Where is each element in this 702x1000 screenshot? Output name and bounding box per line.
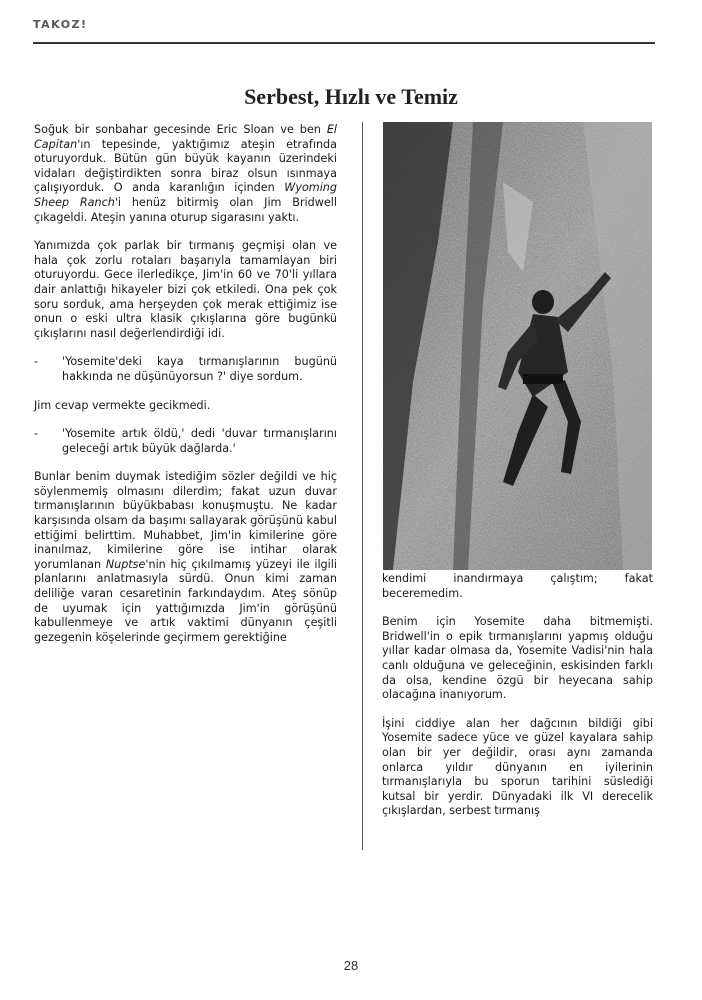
right-column (382, 572, 653, 833)
paragraph: Benim için Yosemite daha bitmemişti. Bridwell'in o epik tırmanışlarını yapmış olduğu yıllar kadar olmasa da, Yosemite Vadisi'nin hala canlı olduğuna ve geleceğinin, eskisinden farklı da olsa, kendine özgü bir heyecana sahip olacağına inanıyorum. (382, 615, 653, 702)
quote-text: 'Yosemite'deki kaya tırmanışlarının bugünü hakkında ne düşünüyorsun ?' diye sordum. (62, 355, 337, 383)
column-divider (362, 122, 363, 850)
paragraph: İşini ciddiye alan her dağcının bildiği gibi Yosemite sadece yüce ve güzel kayalara sahip olan bir yer değildir, orası aynı zamanda onlarca yıldır dünyanın en iyilerinin tırmanışlarıyla bu sporun tarihini süslediği kutsal bir yerdir. Dünyadaki ilk VI derecelik çıkışlardan, serbest tırmanış (382, 716, 653, 818)
paragraph: Bunlar benim duymak istediğim sözler değildi ve hiç söylenmemiş olmasını dilerdim; fakat uzun duvar tırmanışlarının büyükbabası konuşmuştu. Ne kadar karşısında olsam da başımı sallayarak görüşünü kabul ettiğimi belirttim. Muhabbet, Jim'in kimilerine göre inanılmaz, kimilerine göre ise intihar olarak yorumlanan Nuptse'nin hiç çıkılmamış yüzeyi ile ilgili planlarını anlatmasıyla sürdü. Onun kimi zaman deliliğe varan cesaretinin farkındaydım. Ateş sönüp de uyumak için yattığımızda Jim'in görüşünü kabullenmeye ve artık vaktimi dünyanın çeşitli gezegenin köşelerinde geçirmem gerektiğine (34, 470, 337, 644)
quote-item (34, 427, 337, 456)
left-column (34, 123, 337, 659)
quote-item (34, 355, 337, 384)
article-title: Serbest, Hızlı ve Temiz (244, 84, 458, 109)
mountain-name: Nuptse (105, 557, 146, 571)
paragraph: Yanımızda çok parlak bir tırmanış geçmişi olan ve hala çok zorlu rotaları başarıyla tamamlayan biri oturuyordu. Gece ilerledikçe, Jim'in 60 ve 70'li yıllara dair anlattığı hikayeler bizi çok etkiledi. Ona pek çok soru sorduk, ama herşeyden çok merak ettiğimiz ise onun o eski ultra klasik çıkışlarına göre bugünkü çıkışlarını nasıl değerlendirdiği idi. (34, 239, 337, 340)
paragraph: Soğuk bir sonbahar gecesinde Eric Sloan ve ben El Capitan'ın tepesinde, yaktığımız ateşin etrafında oturuyorduk. Bütün gün büyük kayanın üzerindeki vidaları değiştirdikten sonra biraz olsun ısınmaya çalışıyorduk. O anda karanlığın içinden Wyoming Sheep Ranch'i henüz bitirmiş olan Jim Bridwell çıkageldi. Ateşin yanına oturup sigarasını yaktı. (34, 123, 338, 224)
quote-text: 'Yosemite artık öldü,' dedi 'duvar tırmanışlarını geleceği artık büyük dağlarda.' (62, 427, 337, 455)
paragraph: kendimi inandırmaya çalıştım; fakat beceremedim. (382, 572, 653, 600)
dash-marker: - (34, 355, 39, 369)
header-label: TAKOZ! (33, 18, 88, 31)
page-number: 28 (343, 958, 359, 973)
dash-marker: - (34, 427, 39, 441)
paragraph: Jim cevap vermekte gecikmedi. (34, 398, 211, 412)
place-name: El Capitan (34, 123, 337, 151)
header-rule (33, 42, 655, 44)
route-name: Wyoming Sheep Ranch (34, 181, 337, 209)
climber-photo (383, 122, 652, 570)
